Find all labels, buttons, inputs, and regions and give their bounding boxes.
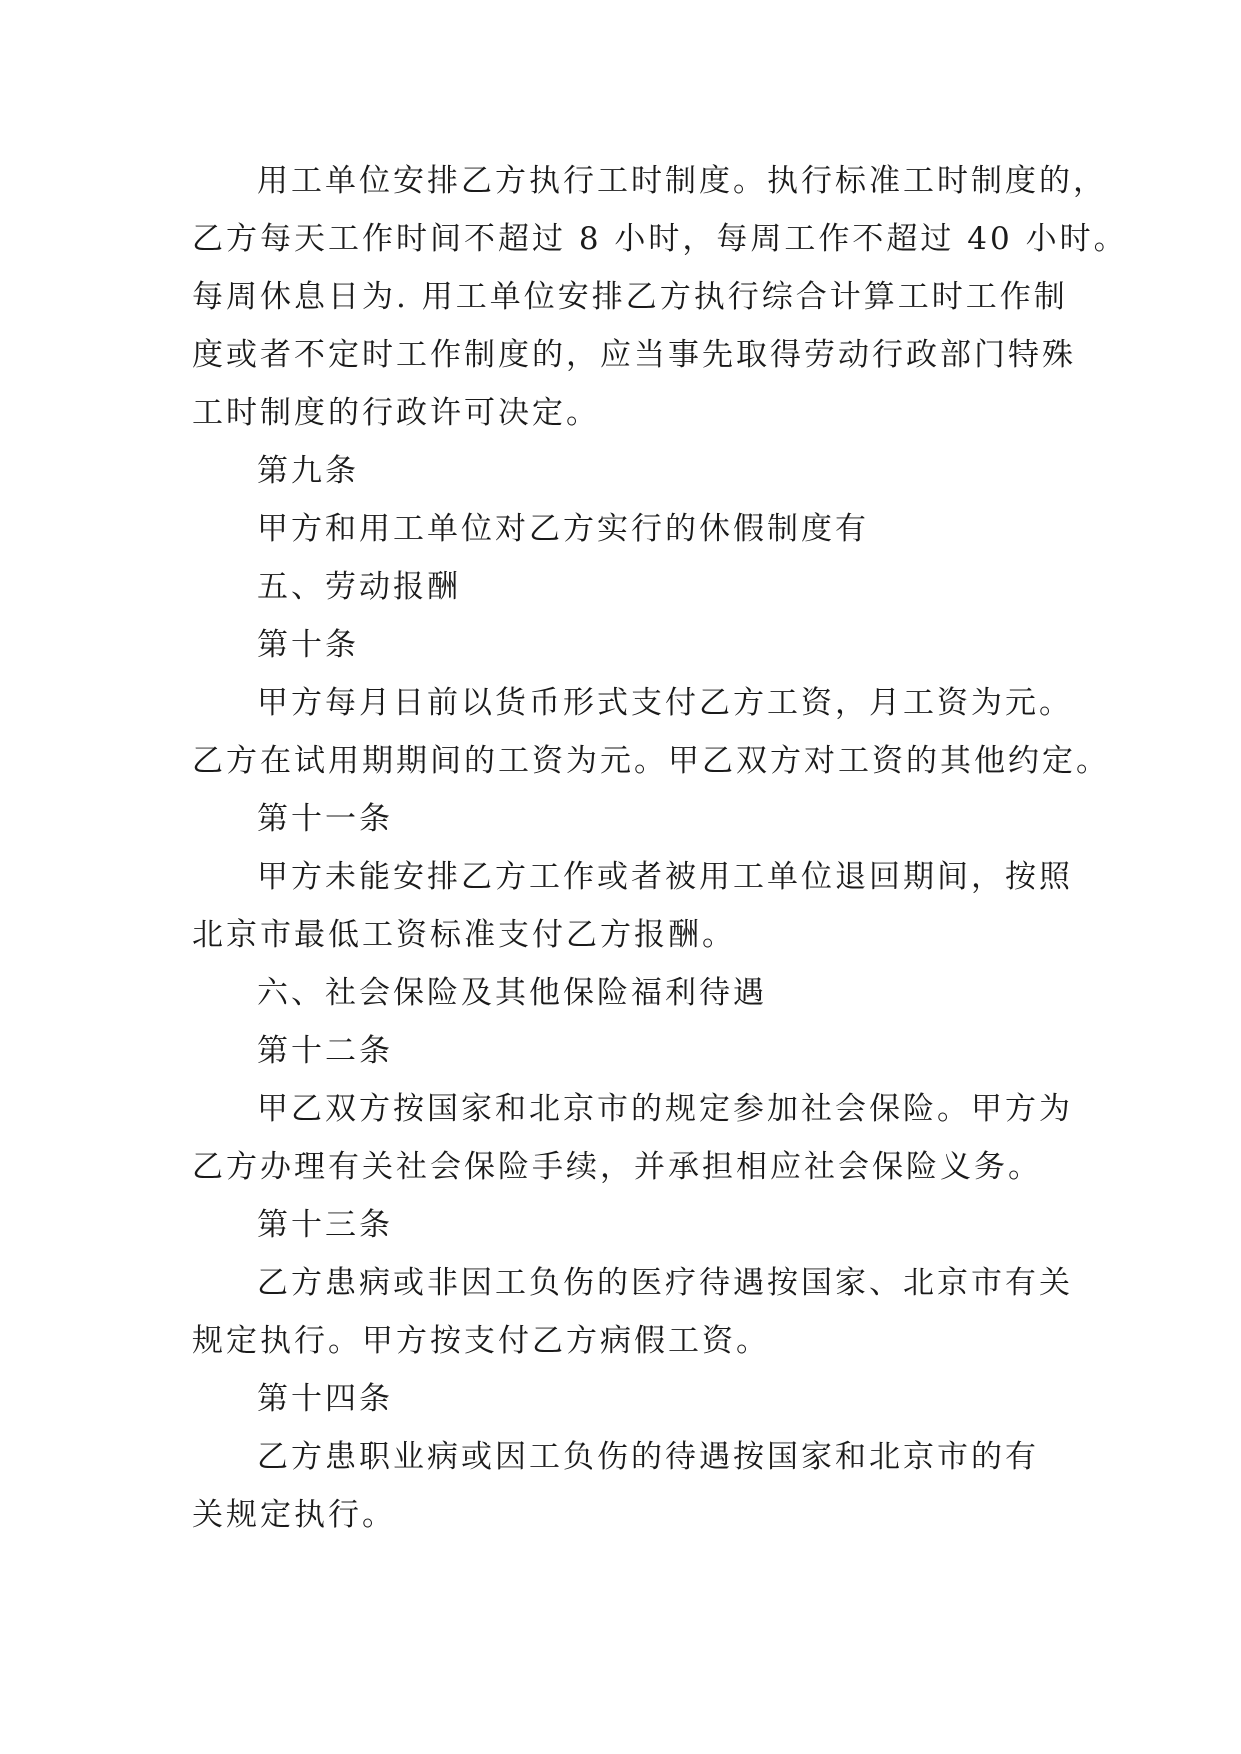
paragraph-line: 北京市最低工资标准支付乙方报酬。 <box>192 917 736 953</box>
paragraph-line: 工时制度的行政许可决定。 <box>192 395 600 431</box>
article-heading: 第十四条 <box>257 1381 393 1417</box>
article-heading: 第十条 <box>257 627 359 663</box>
paragraph-line: 每周休息日为. 用工单位安排乙方执行综合计算工时工作制 <box>192 279 1068 315</box>
paragraph-line: 甲乙双方按国家和北京市的规定参加社会保险。甲方为 <box>257 1091 1073 1127</box>
paragraph-line: 乙方患病或非因工负伤的医疗待遇按国家、北京市有关 <box>257 1265 1073 1301</box>
paragraph-line: 甲方未能安排乙方工作或者被用工单位退回期间，按照 <box>257 859 1073 895</box>
article-heading: 第十二条 <box>257 1033 393 1069</box>
paragraph-line: 甲方和用工单位对乙方实行的休假制度有 <box>257 511 869 547</box>
section-heading: 六、社会保险及其他保险福利待遇 <box>257 975 767 1011</box>
paragraph-line: 关规定执行。 <box>192 1497 396 1533</box>
paragraph-line: 乙方每天工作时间不超过 8 小时，每周工作不超过 40 小时。 <box>192 221 1128 257</box>
article-heading: 第九条 <box>257 453 359 489</box>
paragraph-line: 用工单位安排乙方执行工时制度。执行标准工时制度的， <box>257 163 1107 199</box>
paragraph-line: 乙方办理有关社会保险手续，并承担相应社会保险义务。 <box>192 1149 1042 1185</box>
paragraph-line: 乙方在试用期期间的工资为元。甲乙双方对工资的其他约定。 <box>192 743 1110 779</box>
section-heading: 五、劳动报酬 <box>257 569 461 605</box>
paragraph-line: 度或者不定时工作制度的，应当事先取得劳动行政部门特殊 <box>192 337 1076 373</box>
document-body <box>192 152 1128 1544</box>
paragraph-line: 乙方患职业病或因工负伤的待遇按国家和北京市的有 <box>257 1439 1039 1475</box>
article-heading: 第十三条 <box>257 1207 393 1243</box>
paragraph-line: 规定执行。甲方按支付乙方病假工资。 <box>192 1323 770 1359</box>
article-heading: 第十一条 <box>257 801 393 837</box>
paragraph-line: 甲方每月日前以货币形式支付乙方工资，月工资为元。 <box>257 685 1073 721</box>
